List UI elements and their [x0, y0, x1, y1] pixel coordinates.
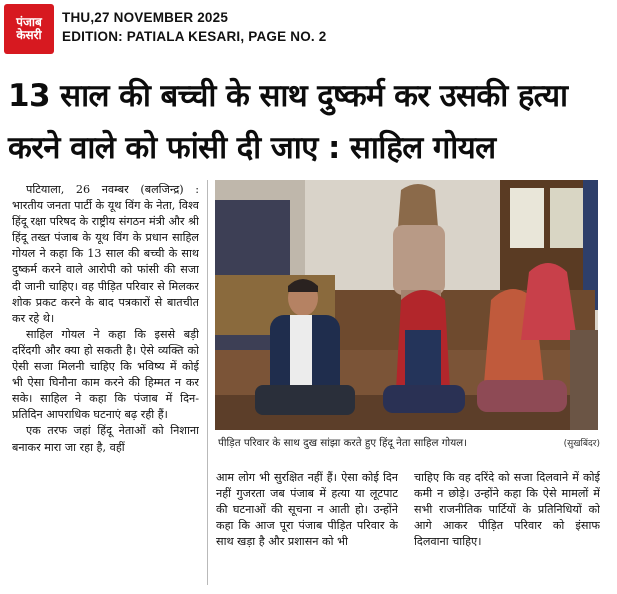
article-paragraph-5: चाहिए कि वह दरिंदे को सजा दिलवाने में कोई कमी न छोड़े। उन्होंने कहा कि ऐसे मामलों में सभी राजनीतिक पार्टियों के प्रतिनिधियों को आगे आकर पीड़ित परिवार को इंसाफ दिलवाना चाहिए।	[414, 471, 600, 549]
article-column-1	[12, 182, 199, 587]
article-paragraph-4: आम लोग भी सुरक्षित नहीं हैं। ऐसा कोई दिन नहीं गुजरता जब पंजाब में हत्या या लूटपाट की घटनाओं की सूचना न आती हो। उन्होंने कहा कि आज पूरा पंजाब पीड़ित परिवार के साथ खड़ा है और प्रशासन को भी	[216, 471, 398, 549]
article-column-3	[414, 470, 600, 588]
edition-meta	[62, 8, 327, 46]
headline-line-2: करने वाले को फांसी दी जाए : साहिल गोयल	[8, 130, 496, 166]
caption-text: पीड़ित परिवार के साथ दुख सांझा करते हुए हिंदू नेता साहिल गोयल।	[218, 437, 468, 449]
article-paragraph-2: साहिल गोयल ने कहा कि इससे बड़ी दरिंदगी और क्या हो सकती है। ऐसे व्यक्ति को ऐसी सजा मिलनी चाहिए कि भविष्य में कोई भी ऐसा घिनौना काम करने की हिम्मत न कर सके। साहिल ने कहा कि पंजाब में दिन-प्रतिदिन आपराधिक घटनाएं बढ़ रही हैं।	[12, 327, 199, 422]
punjab-kesari-logo	[4, 4, 54, 54]
article-paragraph-3: एक तरफ जहां हिंदू नेताओं को निशाना बनाकर मारा जा रहा है, वहीं	[12, 424, 199, 454]
publication-date: THU,27 NOVEMBER 2025	[62, 10, 229, 25]
logo-line-2: केसरी	[16, 28, 42, 42]
headline	[8, 70, 611, 174]
photo-credit: (सुखबिंदर)	[563, 439, 600, 449]
photo-caption	[218, 436, 600, 450]
article-paragraph-1: पटियाला, 26 नवम्बर (बलजिन्द्र) : भारतीय जनता पार्टी के यूथ विंग के नेता, विश्व हिंदू रक्षा परिषद के राष्ट्रीय संगठन मंत्री और श्री हिंदू तख्त पंजाब के यूथ विंग के प्रधान साहिल गोयल ने कहा कि 13 साल की बच्ची के साथ दुष्कर्म करने वाले आरोपी को फांसी की सजा दी जानी चाहिए। वह पीड़ित परिवार से मिलकर शोक प्रकट करने के बाद पत्रकारों से बातचीत कर रहे थे।	[12, 183, 199, 325]
logo-line-1: पंजाब	[16, 15, 42, 30]
column-divider	[207, 180, 208, 585]
article-column-2	[216, 470, 398, 588]
edition-info: EDITION: PATIALA KESARI, PAGE NO. 2	[62, 29, 327, 44]
photo-illustration	[215, 180, 598, 430]
headline-line-1: 13 साल की बच्ची के साथ दुष्कर्म कर उसकी हत्या	[8, 78, 568, 114]
news-photo	[215, 180, 598, 430]
